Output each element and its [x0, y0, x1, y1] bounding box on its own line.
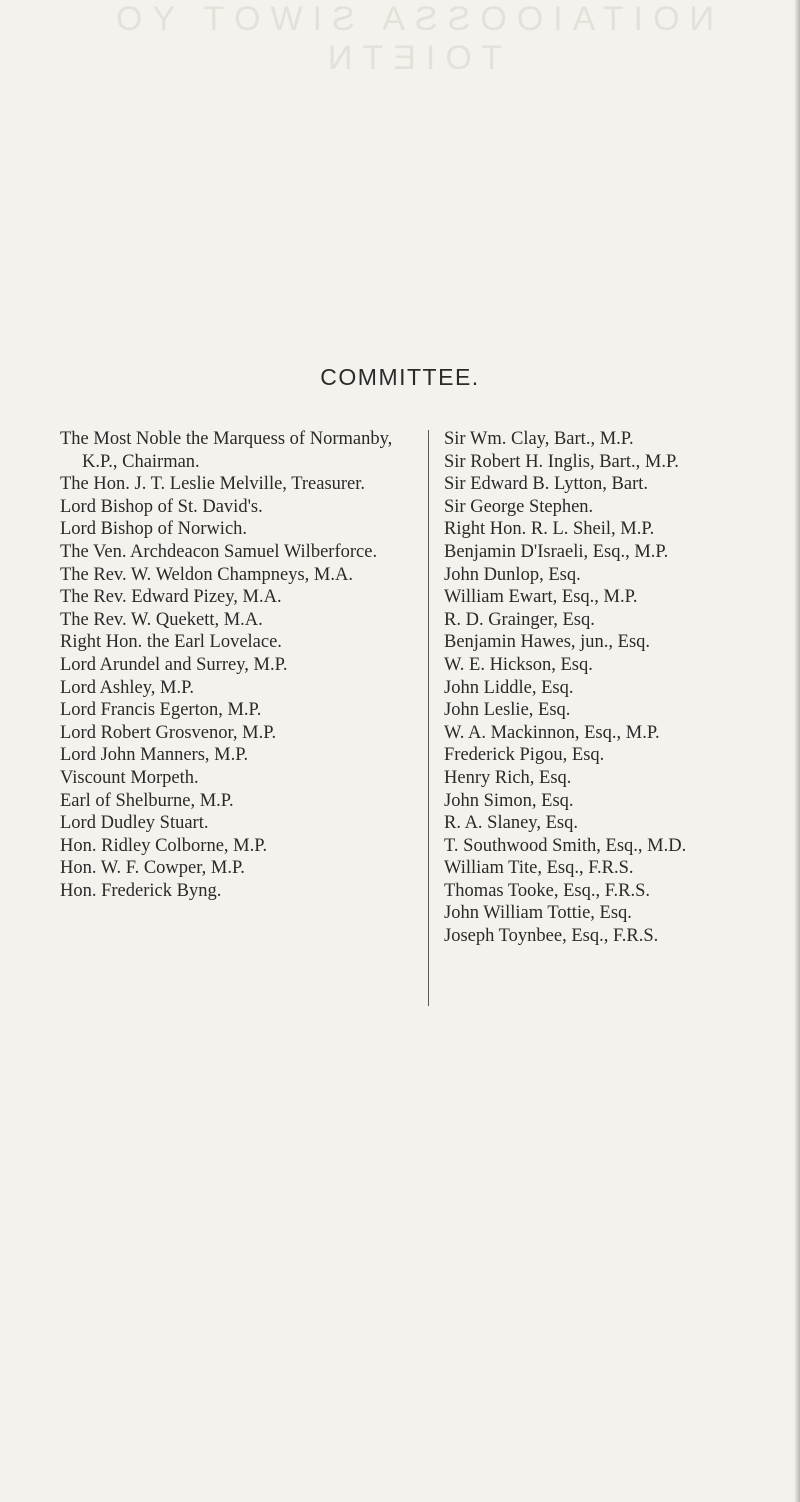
committee-member: T. Southwood Smith, Esq., M.D.	[444, 835, 687, 856]
committee-member: Hon. Frederick Byng.	[60, 880, 222, 901]
committee-member: Henry Rich, Esq.	[444, 767, 572, 788]
committee-member: Thomas Tooke, Esq., F.R.S.	[444, 880, 651, 901]
committee-member: Benjamin D'Israeli, Esq., M.P.	[444, 541, 669, 562]
committee-member: Lord Bishop of Norwich.	[60, 519, 248, 540]
committee-member: Lord Francis Egerton, M.P.	[60, 700, 262, 721]
committee-member: W. E. Hickson, Esq.	[444, 654, 593, 675]
committee-member: William Tite, Esq., F.R.S.	[444, 858, 634, 879]
committee-member: Joseph Toynbee, Esq., F.R.S.	[444, 926, 659, 947]
committee-member: John Leslie, Esq.	[444, 700, 571, 721]
committee-member: Sir George Stephen.	[444, 496, 594, 517]
column-divider	[428, 430, 429, 1006]
page-edge-shadow	[794, 0, 800, 1502]
committee-member: Lord Dudley Stuart.	[60, 813, 209, 834]
committee-member: Lord John Manners, M.P.	[60, 745, 249, 766]
committee-member: W. A. Mackinnon, Esq., M.P.	[444, 722, 660, 743]
committee-member: Benjamin Hawes, jun., Esq.	[444, 632, 651, 653]
committee-member: The Most Noble the Marquess of Normanby, K.P., Chairman.	[60, 429, 393, 472]
committee-member: Hon. Ridley Colborne, M.P.	[60, 835, 268, 856]
committee-member: The Rev. Edward Pizey, M.A.	[60, 587, 282, 608]
committee-member: The Rev. W. Weldon Champneys, M.A.	[60, 564, 353, 585]
committee-member: John Dunlop, Esq.	[444, 564, 581, 585]
committee-member: R. D. Grainger, Esq.	[444, 609, 595, 630]
committee-member: Sir Robert H. Inglis, Bart., M.P.	[444, 451, 679, 472]
page-title: COMMITTEE.	[320, 364, 480, 390]
committee-member: The Rev. W. Quekett, M.A.	[60, 609, 263, 630]
committee-member: Lord Robert Grosvenor, M.P.	[60, 722, 277, 743]
committee-left-column	[60, 428, 428, 902]
committee-member: Hon. W. F. Cowper, M.P.	[60, 858, 245, 879]
committee-member: John William Tottie, Esq.	[444, 903, 632, 924]
committee-member: The Hon. J. T. Leslie Melville, Treasurer.	[60, 474, 366, 495]
committee-member: John Liddle, Esq.	[444, 677, 574, 698]
committee-member: Sir Wm. Clay, Bart., M.P.	[444, 429, 634, 449]
committee-member: Lord Ashley, M.P.	[60, 677, 194, 698]
committee-member: John Simon, Esq.	[444, 790, 574, 811]
committee-member: Right Hon. R. L. Sheil, M.P.	[444, 519, 655, 540]
committee-member: The Ven. Archdeacon Samuel Wilberforce.	[60, 541, 378, 562]
committee-member: Earl of Shelburne, M.P.	[60, 790, 234, 811]
show-through-text: NOITAIOOSSA SIWOT YO TOIETN	[105, 0, 715, 77]
committee-member: Frederick Pigou, Esq.	[444, 745, 605, 766]
committee-member: Right Hon. the Earl Lovelace.	[60, 632, 282, 653]
committee-member: William Ewart, Esq., M.P.	[444, 587, 638, 608]
committee-member: Lord Arundel and Surrey, M.P.	[60, 654, 288, 675]
committee-member: R. A. Slaney, Esq.	[444, 813, 578, 834]
committee-member: Lord Bishop of St. David's.	[60, 496, 263, 517]
committee-member: Sir Edward B. Lytton, Bart.	[444, 474, 648, 495]
committee-member: Viscount Morpeth.	[60, 767, 199, 788]
committee-right-column	[444, 428, 794, 948]
